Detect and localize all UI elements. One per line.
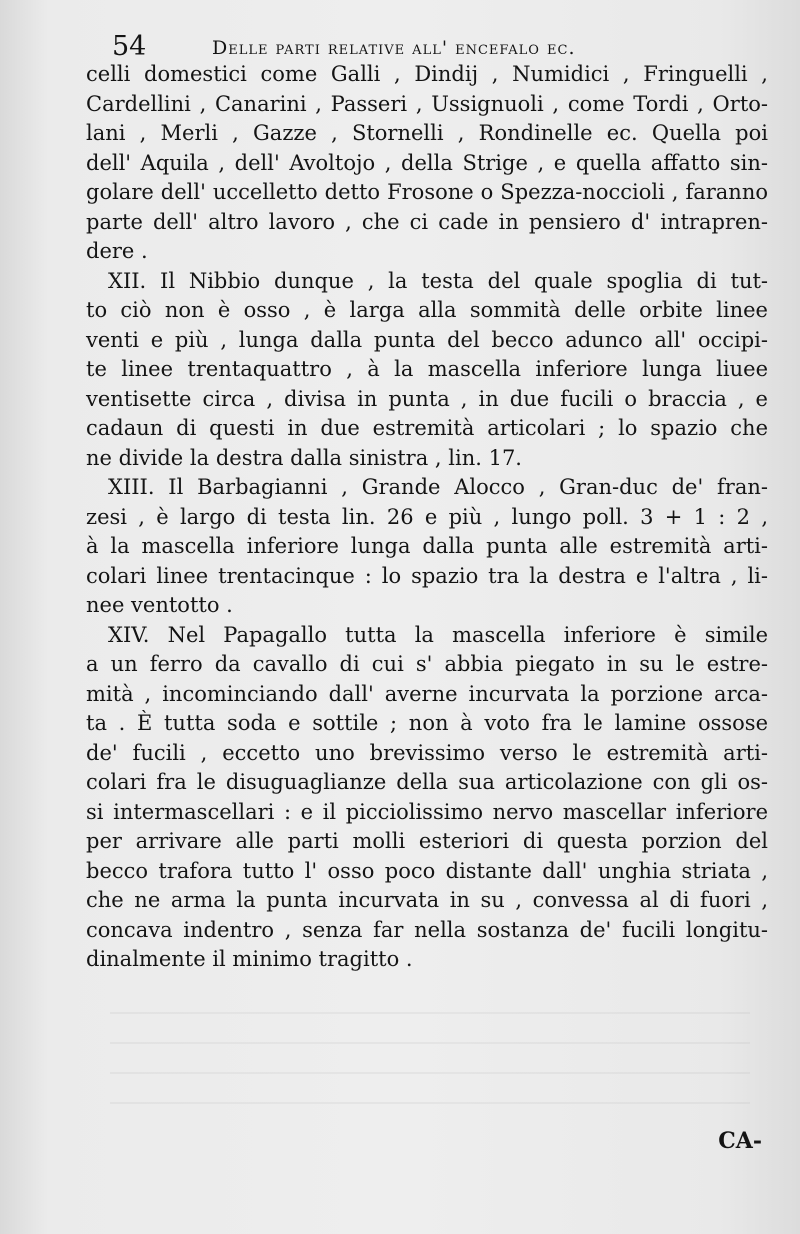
body-text	[86, 60, 768, 975]
text-line: colari linee trentacinque : lo spazio tra la destra e l'altra , li-	[86, 563, 768, 588]
text-line: de' fucili , eccetto uno brevissimo verso le estremità arti-	[86, 740, 768, 765]
text-line: becco trafora tutto l' osso poco distante dall' unghia striata ,	[86, 858, 768, 883]
text-line: Cardellini , Canarini , Passeri , Ussignuoli , come Tordi , Orto-	[86, 91, 768, 116]
text-line: zesi , è largo di testa lin. 26 e più , lungo poll. 3 + 1 : 2 ,	[86, 504, 768, 529]
text-line: dere .	[86, 239, 148, 263]
text-line: ne divide la destra dalla sinistra , lin. 17.	[86, 445, 522, 470]
text-line: mità , incominciando dall' averne incurvata la porzione arca-	[86, 681, 768, 706]
running-head: Delle parti relative all' encefalo ec.	[212, 37, 576, 59]
text-line: to ciò non è osso , è larga alla sommità delle orbite linee	[86, 298, 768, 322]
text-line: XII. Il Nibbio dunque , la testa del quale spoglia di tut-	[108, 268, 768, 293]
page-header	[92, 30, 772, 64]
text-line: a un ferro da cavallo di cui s' abbia piegato in su le estre-	[86, 652, 768, 676]
text-line: ventisette circa , divisa in punta , in due fucili o braccia , e	[86, 386, 768, 411]
text-line: si intermascellari : e il picciolissimo nervo mascellar inferiore	[86, 799, 768, 824]
text-line: XIII. Il Barbagianni , Grande Alocco , Gran-duc de' fran-	[108, 475, 768, 499]
text-line: te linee trentaquattro , à la mascella inferiore lunga liuee	[86, 357, 768, 381]
text-line: nee ventotto .	[86, 593, 233, 617]
text-line: XIV. Nel Papagallo tutta la mascella inferiore è simile	[108, 622, 768, 647]
text-line: lani , Merli , Gazze , Stornelli , Rondinelle ec. Quella poi	[86, 121, 768, 145]
bleed-through-shadow	[110, 990, 750, 1110]
text-line: à la mascella inferiore lunga dalla punta alle estremità arti-	[86, 534, 768, 558]
text-line: celli domestici come Galli , Dindij , Numidici , Fringuelli ,	[86, 62, 768, 86]
text-line: concava indentro , senza far nella sostanza de' fucili longitu-	[86, 917, 768, 942]
text-line: che ne arma la punta incurvata in su , convessa al di fuori ,	[86, 888, 768, 912]
text-line: dinalmente il minimo tragitto .	[86, 947, 413, 971]
text-line: parte dell' altro lavoro , che ci cade in pensiero d' intrapren-	[86, 209, 768, 234]
text-line: golare dell' uccelletto detto Frosone o Spezza-noccioli , faranno	[86, 180, 768, 204]
text-line: per arrivare alle parti molli esteriori di questa porzion del	[86, 829, 768, 853]
text-line: dell' Aquila , dell' Avoltojo , della Strige , e quella affatto sin-	[86, 150, 768, 175]
text-line: venti e più , lunga dalla punta del becco adunco all' occipi-	[86, 327, 768, 352]
text-line: cadaun di questi in due estremità articolari ; lo spazio che	[86, 416, 768, 440]
page-number: 54	[112, 31, 147, 62]
catchword: CA-	[718, 1128, 762, 1154]
text-line: colari fra le disuguaglianze della sua articolazione con gli os-	[86, 770, 768, 794]
text-line: ta . È tutta soda e sottile ; non à voto fra le lamine ossose	[86, 711, 768, 735]
